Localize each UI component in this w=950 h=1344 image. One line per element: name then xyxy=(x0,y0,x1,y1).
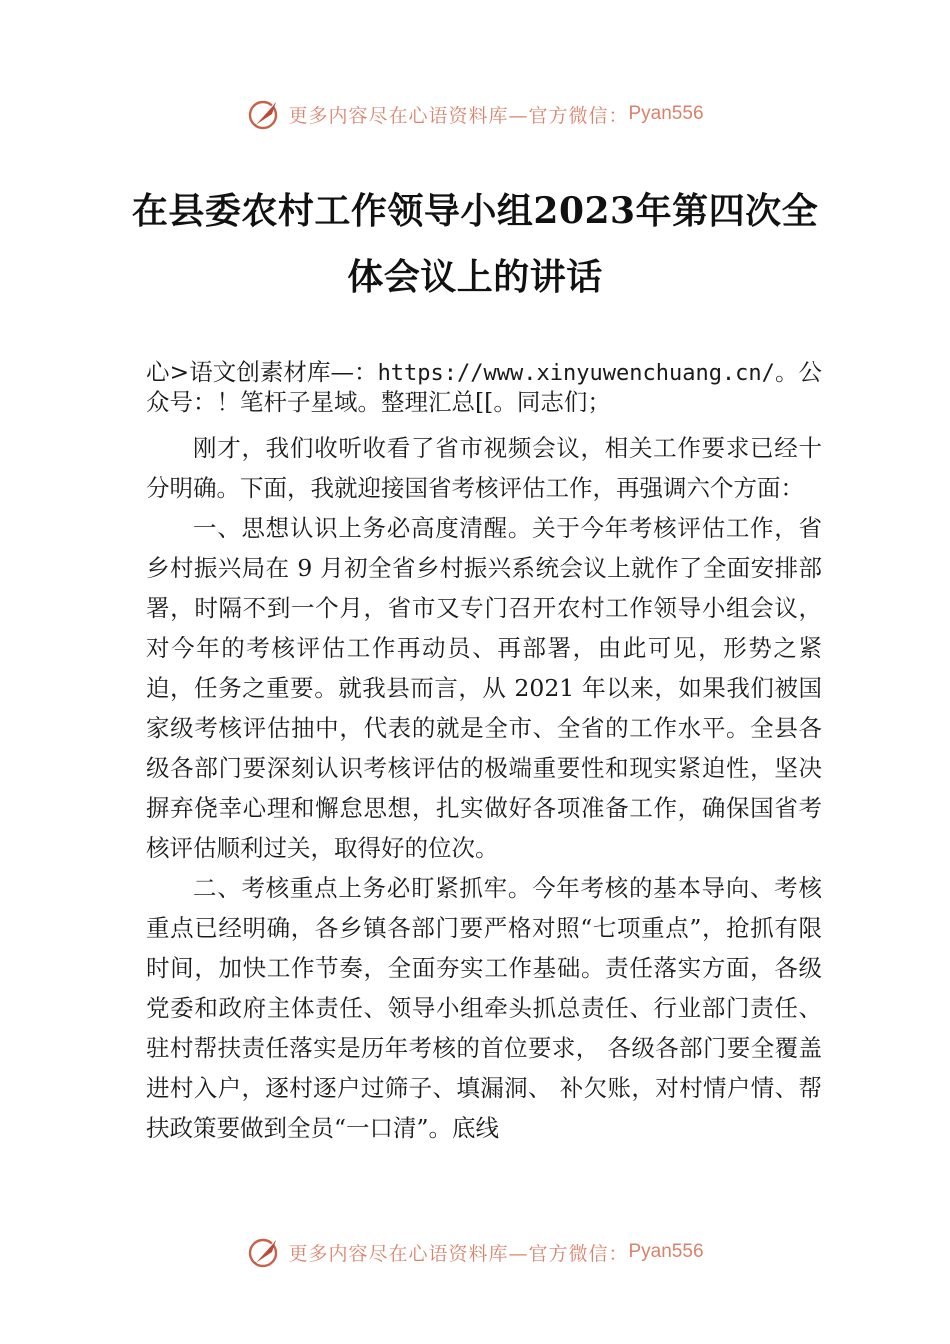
quill-logo-icon xyxy=(246,1234,282,1270)
banner-wechat-id: Pyan556 xyxy=(628,1241,704,1262)
document-body xyxy=(146,358,822,1148)
banner-text: 更多内容尽在心语资料库—官方微信： xyxy=(288,1242,629,1265)
intro-url: https://www.xinyuwenchuang.cn/ xyxy=(377,361,775,386)
document-title: 在县委农村工作领导小组2023年第四次全体会议上的讲话 xyxy=(131,190,819,298)
quill-logo-icon xyxy=(246,96,282,132)
banner-wechat-id: Pyan556 xyxy=(628,103,704,124)
intro-suffix: 。公众号：！笔杆子星域。整理汇总[[。同志们； xyxy=(146,358,822,416)
intro-line xyxy=(146,358,822,416)
header-banner xyxy=(0,94,950,134)
paragraph: 刚才，我们收听收看了省市视频会议，相关工作要求已经十分明确。下面，我就迎接国省考核评估工作，再强调六个方面： xyxy=(146,434,822,502)
paragraph: 一、思想认识上务必高度清醒。关于今年考核评估工作，省乡村振兴局在 9 月初全省乡村振兴系统会议上就作了全面安排部署，时隔不到一个月，省市又专门召开农村工作领导小组会议，对今年的考核评估工作再动员、再部署，由此可见，形势之紧迫，任务之重要。就我县而言，从 2021 年以来，如果我们被国家级考核评估抽中，代表的就是全市、全省的工作水平。全县各级各部门要深刻认识考核评估的极端重要性和现实紧迫性，坚决摒弃侥幸心理和懈怠思想，扎实做好各项准备工作，确保国省考核评估顺利过关，取得好的位次。 xyxy=(146,514,822,862)
intro-prefix: 心>语文创素材库—： xyxy=(146,358,378,386)
paragraph: 二、考核重点上务必盯紧抓牢。今年考核的基本导向、考核重点已经明确，各乡镇各部门要严格对照“七项重点”，抢抓有限时间，加快工作节奏，全面夯实工作基础。责任落实方面，各级党委和政府主体责任、领导小组牵头抓总责任、行业部门责任、驻村帮扶责任落实是历年考核的首位要求， 各级各部门要全覆盖进村入户，逐村逐户过筛子、填漏洞、 补欠账，对村情户情、帮扶政策要做到全员“一口清”。底线 xyxy=(146,874,822,1142)
banner-text: 更多内容尽在心语资料库—官方微信： xyxy=(288,104,629,127)
footer-banner xyxy=(0,1232,950,1272)
